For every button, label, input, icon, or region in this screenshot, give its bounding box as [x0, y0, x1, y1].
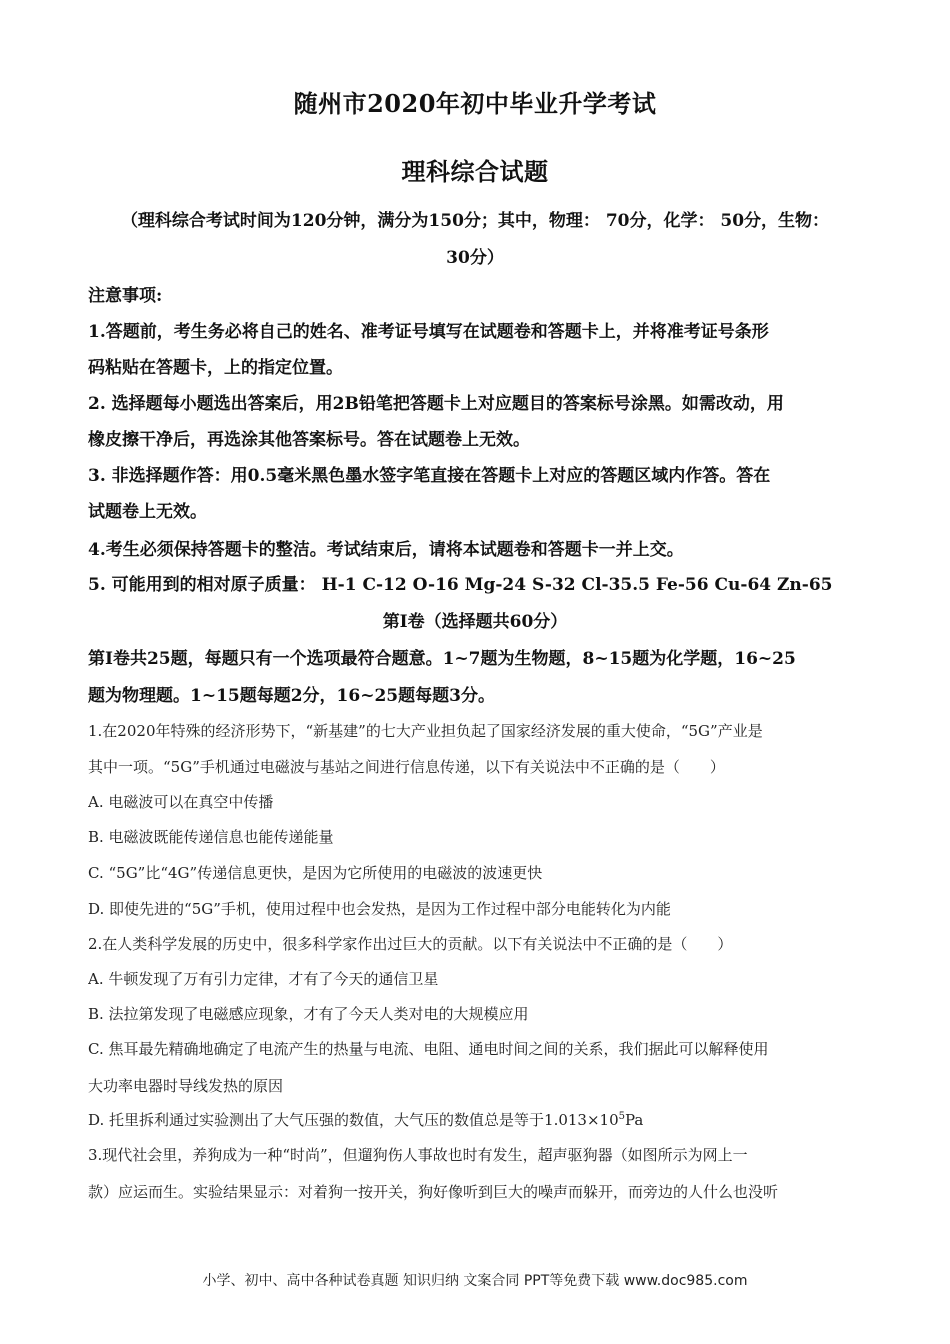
notes-line-1: 1.答题前，考生务必将自己的姓名、准考证号填写在试题卷和答题卡上，并将准考证号条形: [88, 322, 769, 342]
q2-option-d-exponent: 5: [618, 1111, 626, 1122]
q2-option-d: [88, 1109, 864, 1130]
q1-option-d: D. 即使先进的“5G”手机，使用过程中也会发热，是因为工作过程中部分电能转化为内能: [88, 900, 671, 918]
notes-heading: 注意事项:: [88, 286, 163, 306]
q2-option-c-line1: C. 焦耳最先精确地确定了电流产生的热量与电流、电阻、通电时间之间的关系，我们据此可以解释使用: [88, 1040, 769, 1058]
q1-option-c: C. “5G”比“4G”传递信息更快，是因为它所使用的电磁波的波速更快: [88, 864, 543, 882]
q2-stem-line1: 2.在人类科学发展的历史中，很多科学家作出过巨大的贡献。以下有关说法中不正确的是（ ）: [88, 935, 733, 953]
exam-info-line1: （理科综合考试时间为120分钟，满分为150分；其中，物理： 70分，化学： 50分，生物：: [120, 211, 830, 231]
q3-stem-line2: 款）应运而生。实验结果显示：对着狗一按开关，狗好像听到巨大的噪声而躲开，而旁边的人什么也没听: [88, 1183, 779, 1201]
section-title: 第I卷（选择题共60分）: [382, 612, 568, 632]
notes-line-5: 3. 非选择题作答：用0.5毫米黑色墨水签字笔直接在答题卡上对应的答题区域内作答。答在: [88, 466, 771, 486]
q3-stem-line1: 3.现代社会里，养狗成为一种“时尚”，但遛狗伤人事故也时有发生，超声驱狗器（如图所示为网上一: [88, 1146, 748, 1164]
q2-option-a: A. 牛顿发现了万有引力定律，才有了今天的通信卫星: [88, 970, 439, 988]
notes-line-3: 2. 选择题每小题选出答案后，用2B铅笔把答题卡上对应题目的答案标号涂黑。如需改动，用: [88, 394, 784, 414]
q1-stem-line2: 其中一项。“5G”手机通过电磁波与基站之间进行信息传递，以下有关说法中不正确的是（ ）: [88, 758, 725, 776]
notes-line-6: 试题卷上无效。: [88, 502, 207, 522]
notes-line-7: 4.考生必须保持答题卡的整洁。考试结束后，请将本试题卷和答题卡一并上交。: [88, 540, 684, 560]
q2-option-d-unit: Pa: [625, 1111, 644, 1129]
exam-info-line2: 30分）: [446, 248, 504, 268]
exam-title: 随州市2020年初中毕业升学考试: [293, 89, 657, 118]
page-footer: 小学、初中、高中各种试卷真题 知识归纳 文案合同 PPT等免费下载 www.doc985.com: [202, 1273, 748, 1289]
q2-option-d-text: D. 托里拆利通过实验测出了大气压强的数值，大气压的数值总是等于1.013×10: [88, 1111, 619, 1129]
q1-option-b: B. 电磁波既能传递信息也能传递能量: [88, 828, 334, 846]
exam-subtitle: 理科综合试题: [401, 157, 549, 186]
notes-line-2: 码粘贴在答题卡，上的指定位置。: [88, 358, 343, 378]
section-intro-line1: 第I卷共25题，每题只有一个选项最符合题意。1~7题为生物题，8~15题为化学题，16~25: [88, 649, 796, 669]
q1-stem-line1: 1.在2020年特殊的经济形势下，“新基建”的七大产业担负起了国家经济发展的重大使命，“5G”产业是: [88, 722, 763, 740]
q2-option-c-line2: 大功率电器时导线发热的原因: [88, 1077, 284, 1095]
q1-option-a: A. 电磁波可以在真空中传播: [88, 793, 274, 811]
section-intro-line2: 题为物理题。1~15题每题2分，16~25题每题3分。: [88, 686, 495, 706]
atomic-mass-line: 5. 可能用到的相对原子质量： H-1 C-12 O-16 Mg-24 S-32 Cl-35.5 Fe-56 Cu-64 Zn-65: [88, 575, 833, 595]
q2-option-b: B. 法拉第发现了电磁感应现象，才有了今天人类对电的大规模应用: [88, 1005, 529, 1023]
notes-line-4: 橡皮擦干净后，再选涂其他答案标号。答在试题卷上无效。: [88, 430, 530, 450]
